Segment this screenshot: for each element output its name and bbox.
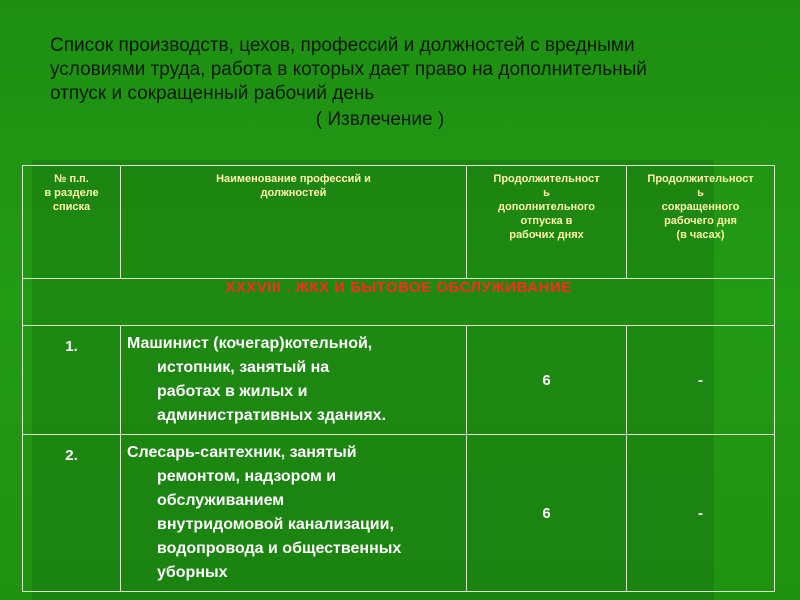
heading-subtitle: ( Извлечение ) [315, 109, 445, 130]
row-extra-days: 6 [467, 435, 627, 592]
section-row [23, 279, 775, 326]
heading-line-2: условиями труда, работа в которых дает право на дополнительный [50, 59, 647, 80]
heading-line-3: отпуск и сокращенный рабочий день [50, 83, 375, 104]
table-header-row [23, 166, 775, 279]
row-extra-days: 6 [467, 326, 627, 435]
row-number: 2. [23, 435, 121, 592]
header-extra-leave: Продолжительност ь дополнительного отпуска в рабочих днях [467, 166, 627, 279]
document-heading [50, 34, 750, 132]
header-profession-name: Наименование профессий и должностей [121, 166, 467, 279]
table-row [23, 326, 775, 435]
heading-line-1: Список производств, цехов, профессий и должностей с вредными [50, 35, 635, 56]
professions-table [22, 165, 775, 592]
row-reduced-hours: - [627, 326, 775, 435]
header-reduced-day: Продолжительност ь сокращенного рабочего дня (в часах) [627, 166, 775, 279]
row-reduced-hours: - [627, 435, 775, 592]
row-profession: Машинист (кочегар)котельной, истопник, занятый на работах в жилых и административных зданиях. [121, 326, 467, 435]
row-profession: Слесарь-сантехник, занятый ремонтом, надзором и обслуживанием внутридомовой канализации, водопровода и общественных уборных [121, 435, 467, 592]
row-number: 1. [23, 326, 121, 435]
section-title: XXXVIII . ЖКХ И БЫТОВОЕ ОБСЛУЖИВАНИЕ [23, 279, 775, 326]
header-number: № п.п. в разделе списка [23, 166, 121, 279]
table-row [23, 435, 775, 592]
